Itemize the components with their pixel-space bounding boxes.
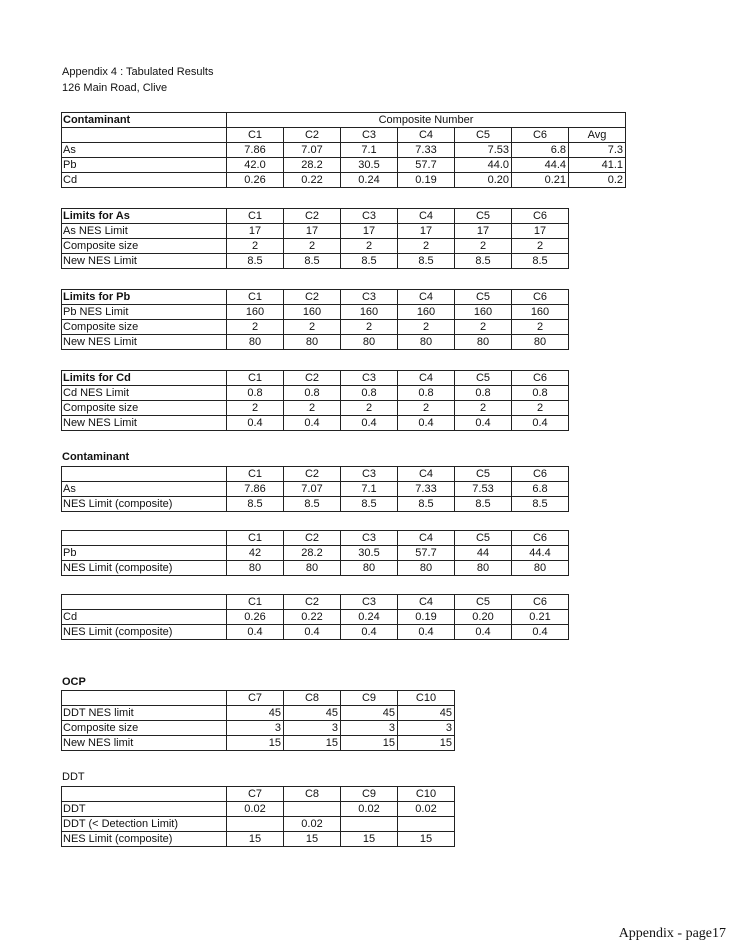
table-cell: 3 [284,721,341,736]
table-cell: 2 [398,239,455,254]
column-header: C1 [227,290,284,305]
table-cell: 28.2 [284,546,341,561]
results-title: Contaminant [62,113,227,128]
table-row [62,625,569,640]
column-header: C2 [284,531,341,546]
column-header: C2 [284,595,341,610]
table-cell: 2 [227,239,284,254]
table-header-row [62,787,455,802]
table-cell: 15 [398,832,455,847]
column-header: C8 [284,787,341,802]
table-cell: 15 [341,832,398,847]
table-cell: 7.1 [341,143,398,158]
column-header: C5 [455,371,512,386]
table-cell: 2 [284,320,341,335]
comparison-cd-table [61,594,569,640]
table-row [62,736,455,751]
limits-pb-table [61,289,569,350]
table-cell: 2 [284,401,341,416]
column-header: C2 [284,371,341,386]
table-cell: 7.3 [569,143,626,158]
column-header: C4 [398,128,455,143]
table-cell: 8.5 [455,497,512,512]
table-cell: 0.02 [398,802,455,817]
table-cell: 80 [341,335,398,350]
table-cell: 2 [398,320,455,335]
table-header-row [62,467,569,482]
column-header: C4 [398,371,455,386]
column-header: C4 [398,531,455,546]
column-header: C10 [398,787,455,802]
table-cell: 44.4 [512,546,569,561]
table-cell: 0.4 [398,416,455,431]
table-cell: 57.7 [398,158,455,173]
table-cell: 80 [455,335,512,350]
column-header: C9 [341,691,398,706]
table-cell: 8.5 [455,254,512,269]
row-label: Composite size [62,320,227,335]
results-columns-row [62,128,626,143]
row-label: Composite size [62,239,227,254]
table-row [62,802,455,817]
table-cell: 2 [455,239,512,254]
column-header: C3 [341,209,398,224]
column-header: C3 [341,595,398,610]
table-cell: 0.21 [512,173,569,188]
row-label: As [62,482,227,497]
row-label: Pb NES Limit [62,305,227,320]
column-header: C5 [455,128,512,143]
table-cell: 80 [227,561,284,576]
table-cell: 80 [341,561,398,576]
appendix-title: Appendix 4 : Tabulated Results [62,66,214,78]
table-cell: 160 [398,305,455,320]
table-row [62,706,455,721]
table-cell: 17 [227,224,284,239]
column-header: C2 [284,290,341,305]
table-header-row [62,371,569,386]
table-cell: 17 [455,224,512,239]
column-header: C2 [284,128,341,143]
table-cell: 0.02 [227,802,284,817]
empty-cell [62,128,227,143]
row-label: NES Limit (composite) [62,625,227,640]
table-header-row [62,691,455,706]
table-cell: 80 [284,561,341,576]
page-footer: Appendix - page17 [618,926,726,941]
column-header: C6 [512,531,569,546]
table-cell: 15 [398,736,455,751]
column-header: C3 [341,371,398,386]
empty-cell [62,531,227,546]
table-cell: 80 [227,335,284,350]
table-title: Limits for Pb [62,290,227,305]
table-cell: 7.53 [455,482,512,497]
site-address: 126 Main Road, Clive [62,82,168,94]
column-header: C1 [227,371,284,386]
column-header: C5 [455,467,512,482]
table-cell: 7.33 [398,482,455,497]
table-cell: 44.4 [512,158,569,173]
table-cell: 8.5 [227,497,284,512]
table-row [62,386,569,401]
table-cell: 0.02 [341,802,398,817]
row-label: Cd [62,173,227,188]
table-cell: 7.86 [227,482,284,497]
composite-number-header: Composite Number [227,113,626,128]
row-label: New NES limit [62,736,227,751]
column-header: C6 [512,209,569,224]
results-header-row [62,113,626,128]
table-cell: 17 [341,224,398,239]
column-header: C1 [227,531,284,546]
table-cell: 0.21 [512,610,569,625]
table-row [62,254,569,269]
table-cell: 0.4 [341,625,398,640]
table-cell: 6.8 [512,143,569,158]
table-cell: 8.5 [512,254,569,269]
column-header: C7 [227,691,284,706]
table-cell: 6.8 [512,482,569,497]
table-cell: 7.33 [398,143,455,158]
table-cell: 0.2 [569,173,626,188]
table-cell: 2 [341,401,398,416]
table-row [62,335,569,350]
ocp-heading: OCP [62,676,86,688]
table-cell: 2 [284,239,341,254]
results-table [61,112,626,188]
table-cell: 44.0 [455,158,512,173]
table-cell: 0.4 [512,625,569,640]
table-row [62,721,455,736]
table-cell: 45 [398,706,455,721]
row-label: New NES Limit [62,335,227,350]
column-header: C5 [455,531,512,546]
table-cell: 2 [455,401,512,416]
column-header: C6 [512,371,569,386]
table-cell [341,817,398,832]
table-cell: 0.19 [398,610,455,625]
table-cell: 41.1 [569,158,626,173]
row-label: DDT NES limit [62,706,227,721]
table-cell: 0.8 [512,386,569,401]
table-cell: 160 [227,305,284,320]
row-label: As [62,143,227,158]
table-cell: 7.1 [341,482,398,497]
column-header: C4 [398,290,455,305]
row-label: Pb [62,158,227,173]
table-cell: 8.5 [227,254,284,269]
table-row [62,817,455,832]
column-header: C3 [341,467,398,482]
table-cell: 2 [341,320,398,335]
table-cell: 8.5 [398,497,455,512]
table-cell: 28.2 [284,158,341,173]
table-cell: 17 [512,224,569,239]
column-header: C5 [455,290,512,305]
table-row [62,320,569,335]
column-header: C4 [398,467,455,482]
comparison-as-table [61,466,569,512]
table-cell: 15 [341,736,398,751]
table-cell: 30.5 [341,546,398,561]
table-cell: 2 [455,320,512,335]
table-cell: 0.24 [341,610,398,625]
column-header: C6 [512,290,569,305]
table-row [62,561,569,576]
table-row [62,401,569,416]
table-cell: 2 [227,401,284,416]
table-cell: 42.0 [227,158,284,173]
table-header-row [62,290,569,305]
row-label: NES Limit (composite) [62,561,227,576]
table-cell: 8.5 [398,254,455,269]
column-header: C2 [284,209,341,224]
table-cell: 3 [398,721,455,736]
empty-cell [62,595,227,610]
table-cell: 45 [227,706,284,721]
table-row [62,482,569,497]
row-label: Pb [62,546,227,561]
empty-cell [62,691,227,706]
table-header-row [62,209,569,224]
column-header: C4 [398,595,455,610]
table-row [62,143,626,158]
column-header: C6 [512,595,569,610]
table-header-row [62,531,569,546]
column-header: C7 [227,787,284,802]
table-cell: 3 [227,721,284,736]
contaminant-heading: Contaminant [62,451,130,463]
table-cell: 0.4 [455,416,512,431]
limits-cd-table [61,370,569,431]
column-header: C10 [398,691,455,706]
table-cell: 0.4 [284,416,341,431]
table-cell: 17 [284,224,341,239]
column-header: C1 [227,128,284,143]
ddt-heading: DDT [62,771,85,783]
table-cell: 0.19 [398,173,455,188]
table-cell: 0.4 [512,416,569,431]
table-cell: 0.4 [227,416,284,431]
table-cell: 2 [512,239,569,254]
row-label: Cd [62,610,227,625]
comparison-pb-table [61,530,569,576]
table-cell: 0.8 [284,386,341,401]
column-header: C5 [455,209,512,224]
table-cell: 8.5 [341,497,398,512]
row-label: Composite size [62,401,227,416]
table-cell: 15 [284,736,341,751]
row-label: DDT [62,802,227,817]
column-header: C5 [455,595,512,610]
column-header: Avg [569,128,626,143]
table-cell: 2 [341,239,398,254]
table-cell: 0.4 [341,416,398,431]
table-cell: 15 [227,832,284,847]
table-cell: 45 [341,706,398,721]
table-row [62,305,569,320]
table-cell: 0.8 [398,386,455,401]
row-label: NES Limit (composite) [62,497,227,512]
table-row [62,239,569,254]
table-row [62,497,569,512]
row-label: New NES Limit [62,416,227,431]
table-cell: 30.5 [341,158,398,173]
table-cell: 0.20 [455,610,512,625]
empty-cell [62,787,227,802]
table-cell: 42 [227,546,284,561]
table-cell [284,802,341,817]
table-cell: 15 [284,832,341,847]
row-label: Composite size [62,721,227,736]
table-row [62,546,569,561]
table-cell: 160 [284,305,341,320]
table-cell: 8.5 [284,254,341,269]
table-cell: 80 [398,335,455,350]
table-cell: 80 [284,335,341,350]
table-cell: 160 [512,305,569,320]
table-cell [227,817,284,832]
table-cell: 0.22 [284,173,341,188]
column-header: C3 [341,128,398,143]
table-cell: 0.8 [455,386,512,401]
table-cell: 80 [512,561,569,576]
table-cell: 45 [284,706,341,721]
table-cell: 8.5 [512,497,569,512]
table-row [62,173,626,188]
table-cell: 2 [512,320,569,335]
table-cell: 80 [398,561,455,576]
table-title: Limits for As [62,209,227,224]
row-label: As NES Limit [62,224,227,239]
table-cell: 0.24 [341,173,398,188]
table-row [62,610,569,625]
table-cell: 0.26 [227,173,284,188]
table-cell: 160 [455,305,512,320]
table-cell: 3 [341,721,398,736]
table-cell: 0.4 [398,625,455,640]
table-cell: 160 [341,305,398,320]
table-title: Limits for Cd [62,371,227,386]
table-cell: 2 [398,401,455,416]
table-row [62,416,569,431]
table-header-row [62,595,569,610]
table-cell: 17 [398,224,455,239]
empty-cell [62,467,227,482]
table-cell: 15 [227,736,284,751]
ddt-table [61,786,455,847]
column-header: C2 [284,467,341,482]
table-cell: 2 [227,320,284,335]
table-cell: 7.86 [227,143,284,158]
ocp-table [61,690,455,751]
table-cell: 0.20 [455,173,512,188]
table-cell: 2 [512,401,569,416]
table-cell: 8.5 [341,254,398,269]
column-header: C6 [512,128,569,143]
table-cell: 80 [455,561,512,576]
table-cell: 7.07 [284,143,341,158]
table-cell: 0.8 [341,386,398,401]
column-header: C1 [227,595,284,610]
row-label: New NES Limit [62,254,227,269]
table-cell: 0.02 [284,817,341,832]
table-cell [398,817,455,832]
table-cell: 0.4 [455,625,512,640]
column-header: C8 [284,691,341,706]
table-cell: 57.7 [398,546,455,561]
column-header: C6 [512,467,569,482]
row-label: DDT (< Detection Limit) [62,817,227,832]
column-header: C9 [341,787,398,802]
column-header: C3 [341,290,398,305]
table-cell: 7.53 [455,143,512,158]
table-cell: 8.5 [284,497,341,512]
column-header: C4 [398,209,455,224]
table-cell: 0.26 [227,610,284,625]
row-label: Cd NES Limit [62,386,227,401]
table-row [62,224,569,239]
row-label: NES Limit (composite) [62,832,227,847]
limits-as-table [61,208,569,269]
table-row [62,158,626,173]
table-cell: 0.4 [284,625,341,640]
column-header: C3 [341,531,398,546]
column-header: C1 [227,467,284,482]
column-header: C1 [227,209,284,224]
table-cell: 44 [455,546,512,561]
table-row [62,832,455,847]
table-cell: 0.22 [284,610,341,625]
table-cell: 0.4 [227,625,284,640]
table-cell: 80 [512,335,569,350]
table-cell: 7.07 [284,482,341,497]
table-cell: 0.8 [227,386,284,401]
